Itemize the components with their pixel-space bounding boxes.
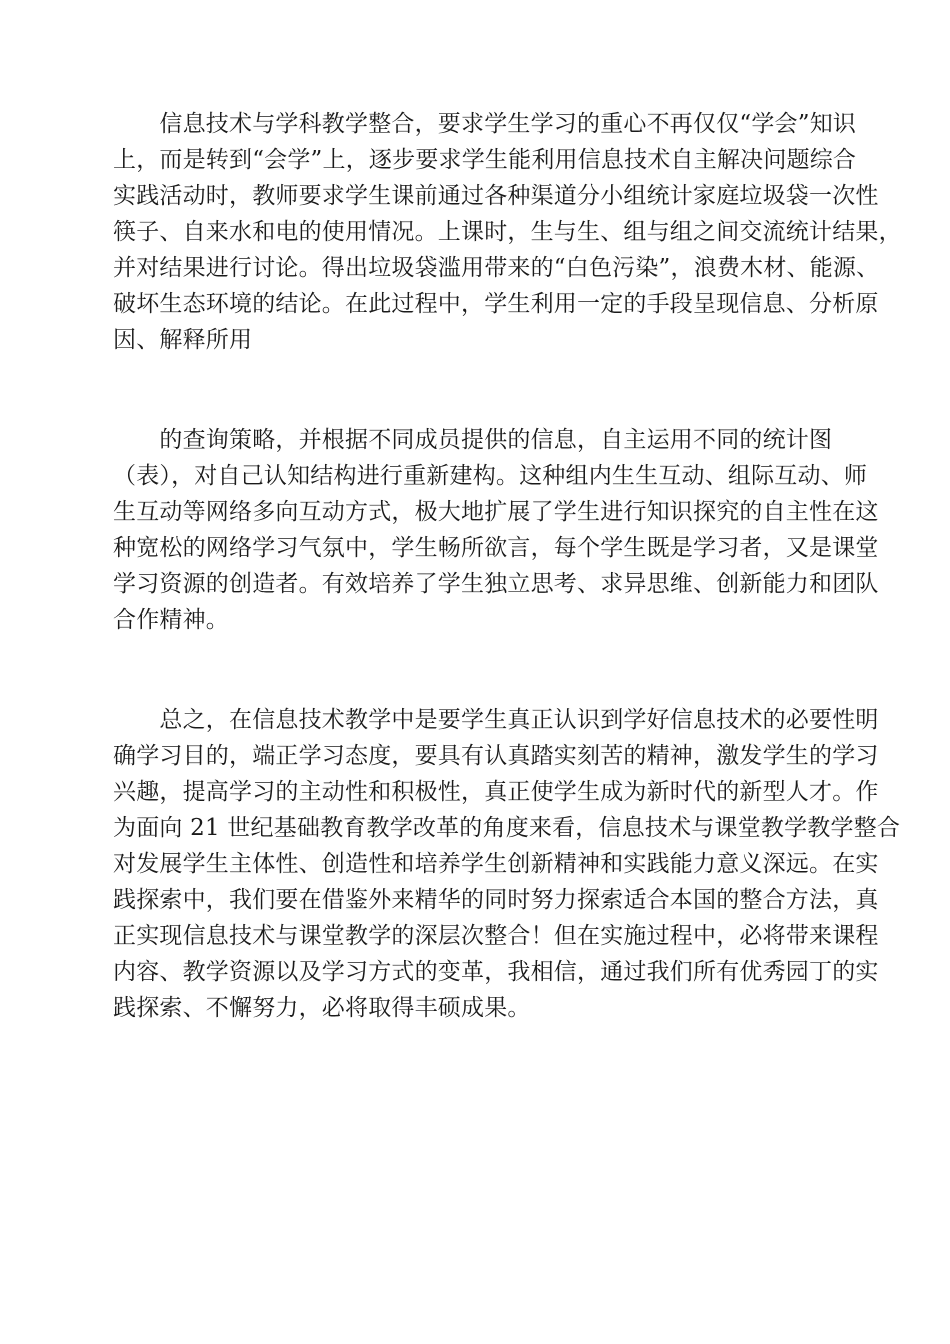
- paragraph-line: 总之，在信息技术教学中是要学生真正认识到学好信息技术的必要性明: [113, 707, 879, 733]
- paragraph-line: 正实现信息技术与课堂教学的深层次整合！但在实施过程中，必将带来课程: [113, 923, 879, 949]
- paragraph-line: 确学习目的，端正学习态度，要具有认真踏实刻苦的精神，激发学生的学习: [113, 743, 879, 769]
- paragraph-line: 种宽松的网络学习气氛中，学生畅所欲言，每个学生既是学习者，又是课堂: [113, 535, 879, 561]
- paragraph-line: 的查询策略，并根据不同成员提供的信息，自主运用不同的统计图: [113, 427, 833, 453]
- paragraph-line: 对发展学生主体性、创造性和培养学生创新精神和实践能力意义深远。在实: [113, 851, 879, 877]
- paragraph-line: 信息技术与学科教学整合，要求学生学习的重心不再仅仅“学会”知识: [113, 111, 857, 137]
- paragraph-line: 学习资源的创造者。有效培养了学生独立思考、求异思维、创新能力和团队: [113, 571, 879, 597]
- paragraph-line: 兴趣，提高学习的主动性和积极性，真正使学生成为新时代的新型人才。作: [113, 779, 879, 805]
- paragraph-line: 践探索中，我们要在借鉴外来精华的同时努力探索适合本国的整合方法，真: [113, 887, 879, 913]
- paragraph-3: [113, 702, 901, 1026]
- paragraph-line: 为面向 21 世纪基础教育教学改革的角度来看，信息技术与课堂教学教学整合: [113, 815, 901, 841]
- paragraph-line: 合作精神。: [113, 607, 229, 633]
- paragraph-2: [113, 422, 879, 638]
- paragraph-line: 生互动等网络多向互动方式，极大地扩展了学生进行知识探究的自主性在这: [113, 499, 879, 525]
- paragraph-line: 内容、教学资源以及学习方式的变革，我相信，通过我们所有优秀园丁的实: [113, 959, 879, 985]
- paragraph-line: 践探索、不懈努力，必将取得丰硕成果。: [113, 995, 531, 1021]
- paragraph-line: （表），对自己认知结构进行重新建构。这种组内生生互动、组际互动、师: [113, 463, 868, 489]
- paragraph-line: 筷子、自来水和电的使用情况。上课时，生与生、组与组之间交流统计结果，: [113, 219, 902, 245]
- paragraph-line: 因、解释所用: [113, 327, 253, 353]
- paragraph-1: [113, 106, 902, 358]
- paragraph-line: 并对结果进行讨论。得出垃圾袋滥用带来的“白色污染”，浪费木材、能源、: [113, 255, 880, 281]
- paragraph-line: 实践活动时，教师要求学生课前通过各种渠道分小组统计家庭垃圾袋一次性: [113, 183, 879, 209]
- paragraph-line: 上，而是转到“会学”上，逐步要求学生能利用信息技术自主解决问题综合: [113, 147, 857, 173]
- paragraph-line: 破坏生态环境的结论。在此过程中，学生利用一定的手段呈现信息、分析原: [113, 291, 879, 317]
